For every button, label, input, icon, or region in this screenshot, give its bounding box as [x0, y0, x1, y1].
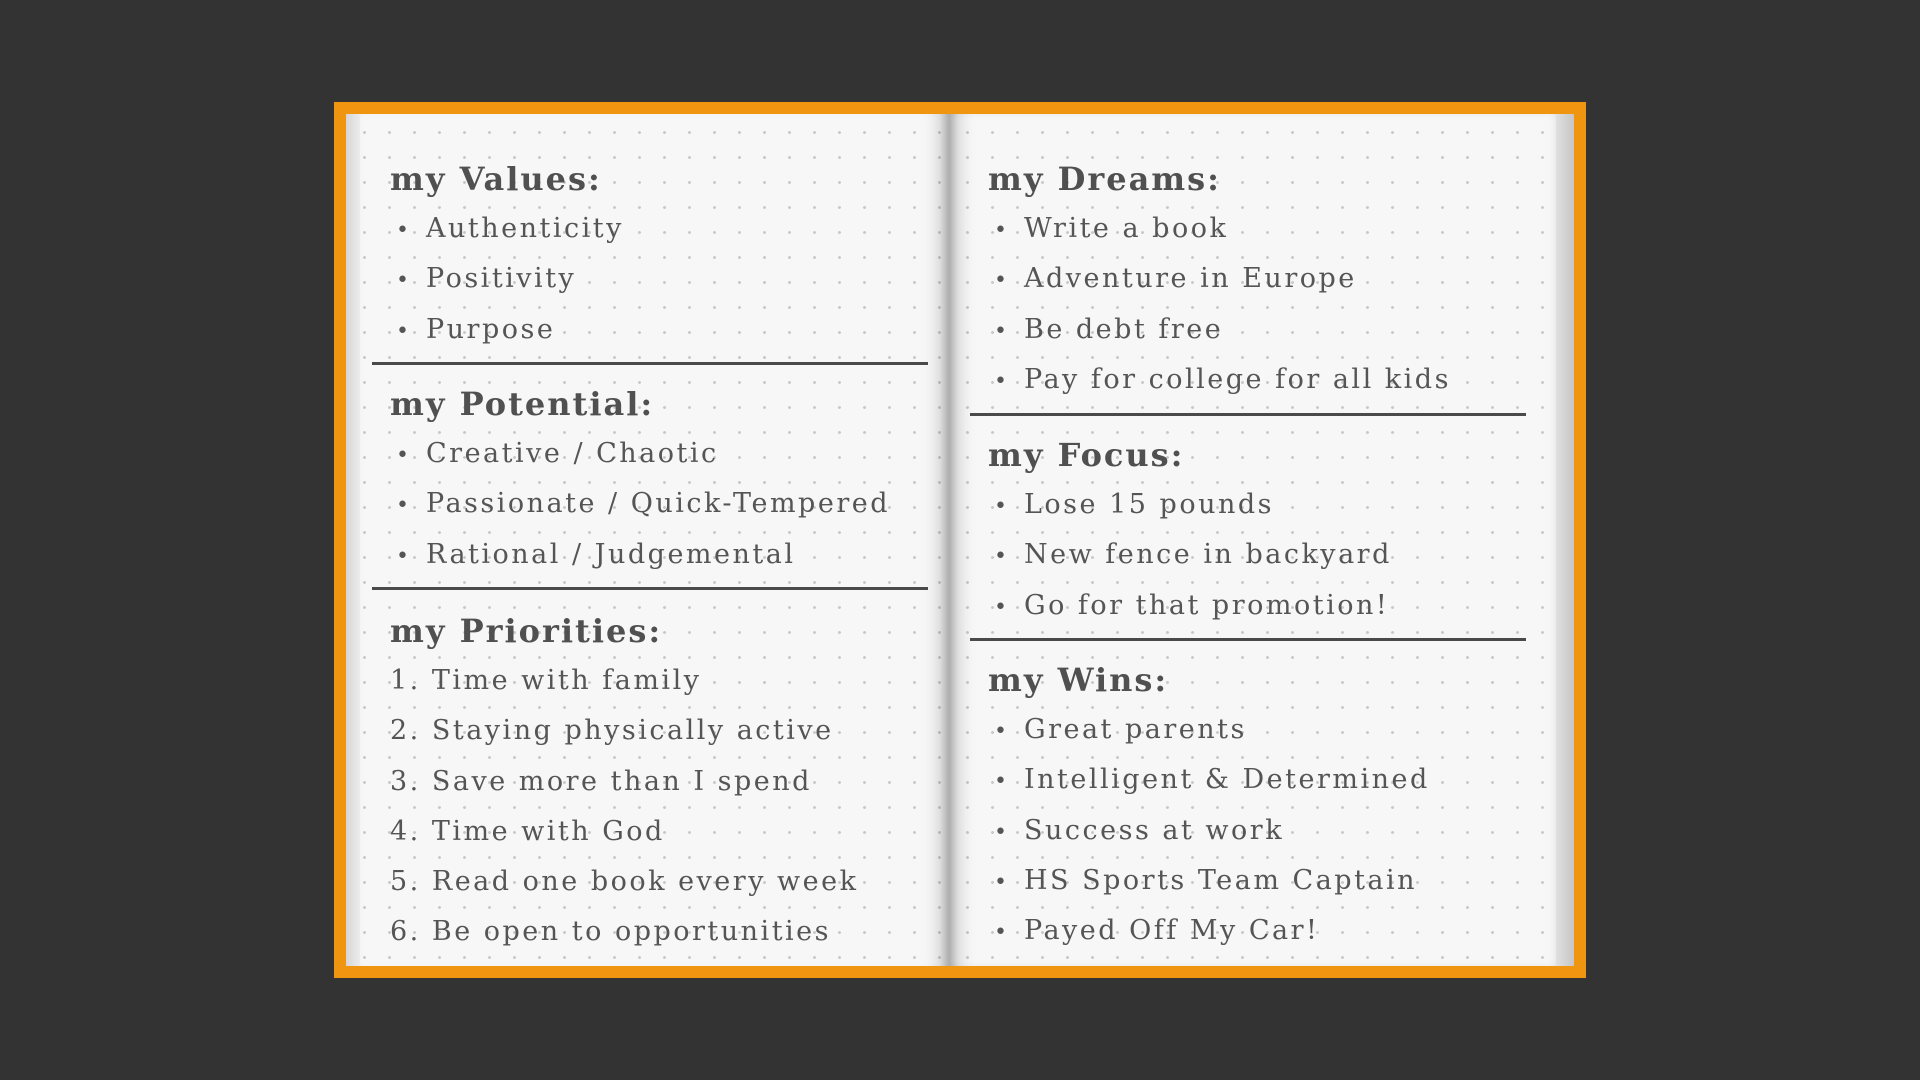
- bullet-icon: •: [396, 543, 412, 569]
- list-item: [390, 807, 858, 857]
- list-item-text: Go for that promotion!: [1024, 589, 1390, 621]
- bullet-icon: •: [994, 769, 1010, 795]
- list-item-text: Pay for college for all kids: [1024, 363, 1451, 395]
- potential-list: [390, 429, 890, 580]
- wins-heading: my Wins:: [988, 661, 1169, 699]
- bullet-icon: •: [994, 544, 1010, 570]
- list-item-text: Time with God: [431, 815, 665, 847]
- bullet-icon: •: [994, 368, 1010, 394]
- values-section: [390, 154, 624, 355]
- list-item-text: Passionate / Quick-Tempered: [426, 488, 890, 520]
- section-divider: [372, 587, 928, 590]
- list-item: [390, 305, 624, 355]
- list-item-text: Save more than I spend: [431, 765, 812, 797]
- list-item-text: Read one book every week: [431, 866, 859, 898]
- wins-section: [988, 655, 1430, 956]
- list-item: [988, 204, 1451, 254]
- bullet-icon: •: [396, 443, 412, 468]
- bullet-icon: •: [994, 719, 1010, 744]
- right-page: [949, 114, 1574, 966]
- list-item: [390, 656, 858, 706]
- list-item: [390, 907, 858, 957]
- list-item-text: Success at work: [1024, 814, 1285, 846]
- section-divider: [372, 362, 928, 365]
- notebook-pages: [346, 114, 1574, 966]
- list-item: [988, 705, 1430, 755]
- bullet-icon: •: [994, 218, 1010, 243]
- list-item: [390, 429, 890, 479]
- list-item-number: 5.: [390, 866, 421, 898]
- dreams-heading: my Dreams:: [988, 160, 1221, 198]
- list-item-number: 2.: [390, 715, 421, 747]
- list-item-text: Intelligent & Determined: [1024, 764, 1430, 796]
- notebook-cover: [334, 102, 1586, 978]
- list-item: [988, 806, 1430, 856]
- priorities-heading: my Priorities:: [390, 612, 663, 650]
- list-item: [390, 530, 890, 580]
- bullet-icon: •: [994, 920, 1010, 946]
- list-item-number: 1.: [390, 665, 421, 696]
- list-item-text: New fence in backyard: [1024, 539, 1392, 571]
- notebook-spine: [940, 114, 958, 966]
- bullet-icon: •: [396, 318, 412, 344]
- list-item-text: HS Sports Team Captain: [1024, 864, 1418, 896]
- list-item-text: Purpose: [426, 313, 556, 345]
- bullet-icon: •: [994, 318, 1010, 344]
- bullet-icon: •: [994, 594, 1010, 620]
- bullet-icon: •: [994, 494, 1010, 519]
- bullet-icon: •: [396, 268, 412, 294]
- list-item-text: Adventure in Europe: [1024, 263, 1357, 295]
- focus-section: [988, 430, 1392, 631]
- list-item-text: Time with family: [431, 665, 702, 696]
- values-heading: my Values:: [390, 160, 602, 198]
- potential-section: [390, 379, 890, 580]
- list-item-text: Authenticity: [426, 213, 624, 244]
- focus-list: [988, 480, 1392, 631]
- bullet-icon: •: [994, 819, 1010, 845]
- list-item: [988, 530, 1392, 580]
- section-divider: [970, 638, 1526, 641]
- list-item: [390, 204, 624, 254]
- focus-heading: my Focus:: [988, 436, 1185, 474]
- bullet-icon: •: [396, 218, 412, 243]
- list-item-number: 6.: [390, 916, 421, 948]
- list-item: [390, 706, 858, 756]
- list-item: [988, 480, 1392, 530]
- list-item-number: 3.: [390, 765, 421, 797]
- values-list: [390, 204, 624, 355]
- wins-list: [988, 705, 1430, 956]
- list-item-text: Write a book: [1024, 213, 1229, 244]
- list-item-number: 4.: [390, 815, 421, 847]
- list-item-text: Lose 15 pounds: [1024, 489, 1274, 520]
- list-item: [988, 254, 1451, 304]
- priorities-section: [390, 606, 858, 958]
- list-item-text: Be open to opportunities: [431, 916, 832, 948]
- potential-heading: my Potential:: [390, 385, 655, 423]
- list-item: [988, 305, 1451, 355]
- list-item-text: Payed Off My Car!: [1024, 915, 1320, 947]
- priorities-list: [390, 656, 858, 958]
- list-item: [988, 581, 1392, 631]
- left-page: [346, 114, 949, 966]
- list-item-text: Be debt free: [1024, 313, 1224, 345]
- bullet-icon: •: [994, 268, 1010, 294]
- list-item: [390, 757, 858, 807]
- dreams-section: [988, 154, 1451, 405]
- list-item-text: Great parents: [1024, 714, 1247, 745]
- list-item: [390, 857, 858, 907]
- list-item: [988, 906, 1430, 956]
- list-item-text: Staying physically active: [431, 715, 834, 747]
- dreams-list: [988, 204, 1451, 405]
- section-divider: [970, 413, 1526, 416]
- list-item: [988, 355, 1451, 405]
- bullet-icon: •: [994, 869, 1010, 895]
- list-item-text: Rational / Judgemental: [426, 538, 796, 570]
- list-item-text: Creative / Chaotic: [426, 438, 719, 469]
- list-item: [390, 479, 890, 529]
- list-item: [988, 755, 1430, 805]
- bullet-icon: •: [396, 493, 412, 519]
- list-item: [390, 254, 624, 304]
- list-item-text: Positivity: [426, 263, 577, 295]
- list-item: [988, 856, 1430, 906]
